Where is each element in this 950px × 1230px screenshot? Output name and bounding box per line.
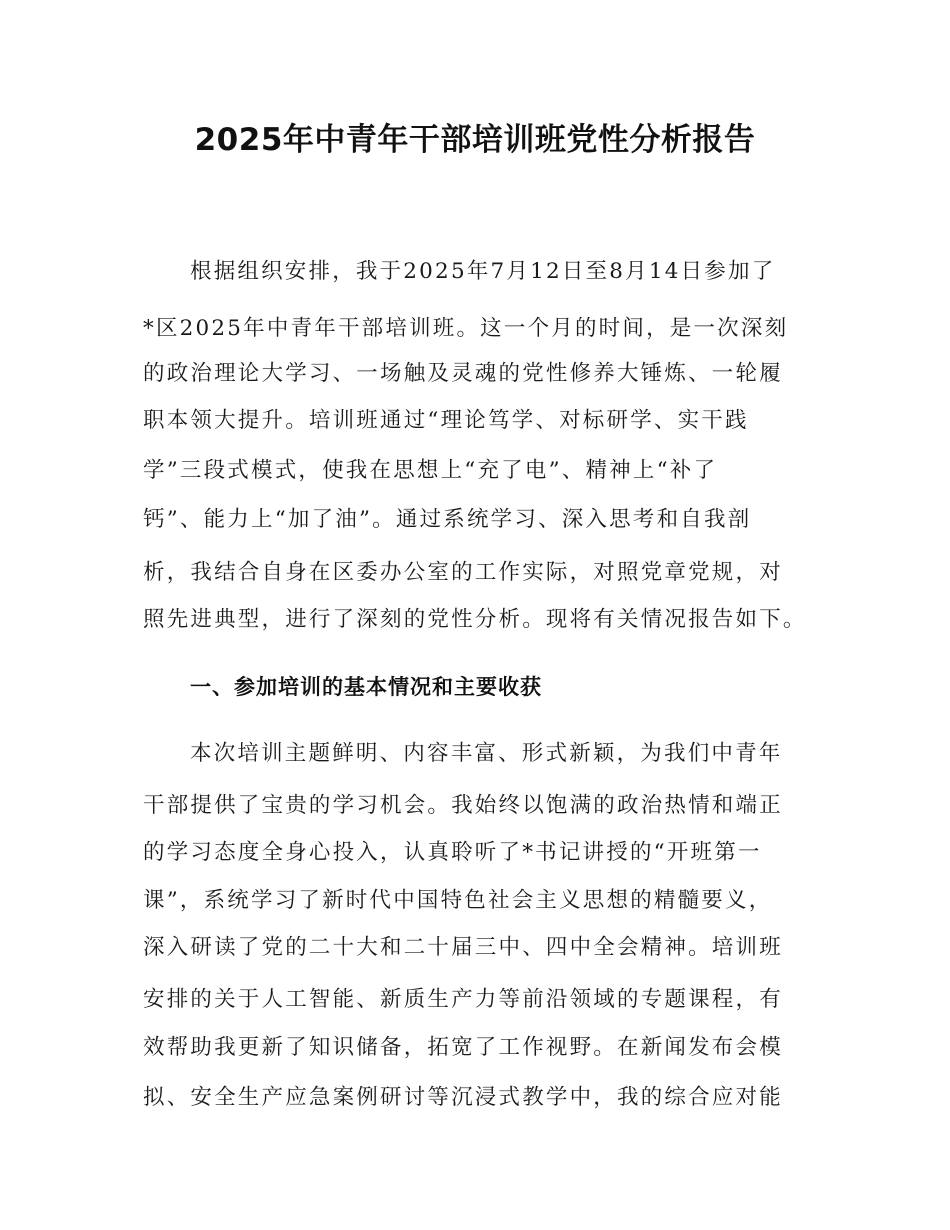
- paragraph-line: 职本领大提升。培训班通过“理论笃学、对标研学、实干践: [143, 408, 749, 433]
- paragraph-line: 的政治理论大学习、一场触及灵魂的党性修养大锤炼、一轮履: [143, 361, 783, 386]
- paragraph-line: 效帮助我更新了知识储备，拓宽了工作视野。在新闻发布会模: [143, 1035, 783, 1060]
- paragraph-line: 析，我结合自身在区委办公室的工作实际，对照党章党规，对: [143, 560, 783, 585]
- paragraph-line: 钙”、能力上“加了油”。通过系统学习、深入思考和自我剖: [143, 507, 752, 532]
- document-title: 2025年中青年干部培训班党性分析报告: [194, 122, 756, 158]
- paragraph-line: 深入研读了党的二十大和二十届三中、四中全会精神。培训班: [143, 935, 783, 960]
- section-heading: 一、参加培训的基本情况和主要收获: [190, 675, 542, 699]
- paragraph-line: 干部提供了宝贵的学习机会。我始终以饱满的政治热情和端正: [143, 793, 783, 818]
- paragraph-line: 学”三段式模式，使我在思想上“充了电”、精神上“补了: [143, 458, 718, 483]
- paragraph-line: 根据组织安排，我于2025年7月12日至8月14日参加了: [190, 259, 776, 284]
- paragraph-line: 课”，系统学习了新时代中国特色社会主义思想的精髓要义，: [143, 888, 773, 913]
- paragraph-line: *区2025年中青年干部培训班。这一个月的时间，是一次深刻: [143, 316, 789, 341]
- paragraph-line: 安排的关于人工智能、新质生产力等前沿领域的专题课程，有: [143, 987, 783, 1012]
- paragraph-line: 照先进典型，进行了深刻的党性分析。现将有关情况报告如下。: [143, 607, 807, 632]
- paragraph-line: 本次培训主题鲜明、内容丰富、形式新颖，为我们中青年: [190, 741, 783, 766]
- paragraph-line: 拟、安全生产应急案例研讨等沉浸式教学中，我的综合应对能: [143, 1085, 783, 1110]
- paragraph-line: 的学习态度全身心投入，认真聆听了*书记讲授的“开班第一: [143, 840, 762, 865]
